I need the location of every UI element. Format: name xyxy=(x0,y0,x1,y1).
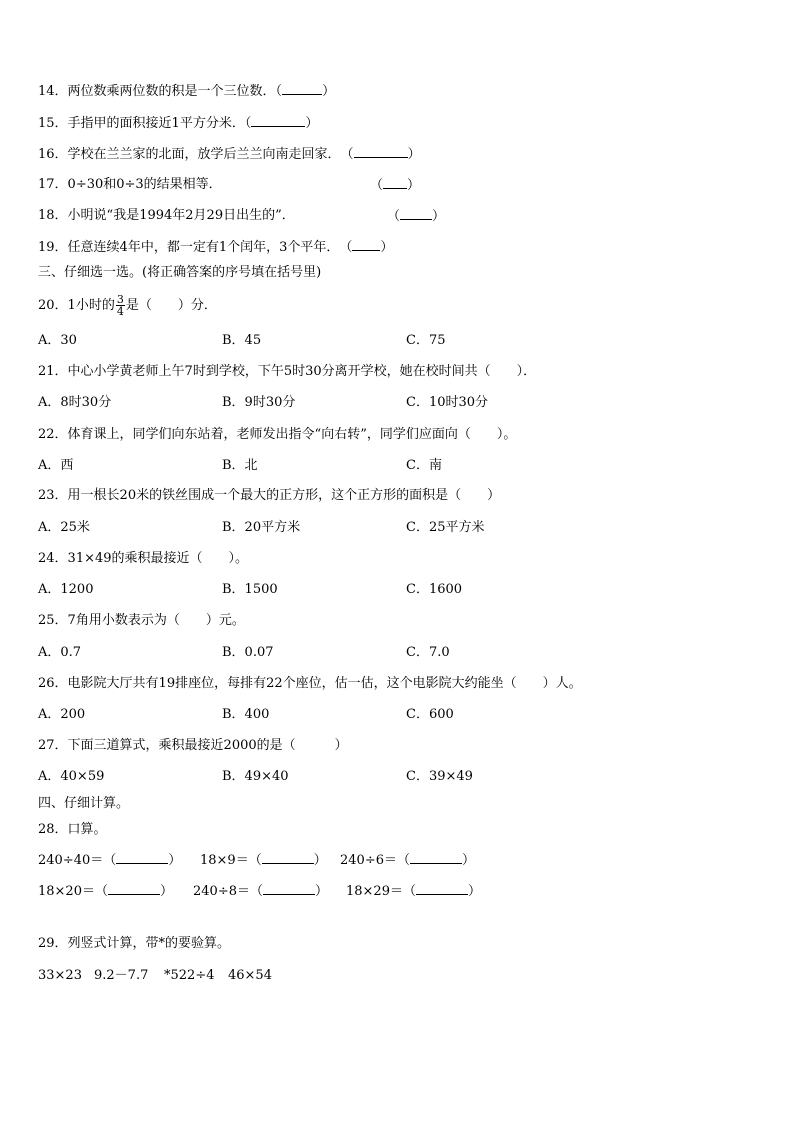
fraction: $\frac{3}{4}$ xyxy=(116,293,124,318)
oral-calc-item: 240÷8＝（ ） xyxy=(193,884,328,899)
question-15: 15．手指甲的面积接近1平方分米．（ ） xyxy=(38,116,319,131)
option-c[interactable]: C．南 xyxy=(406,458,442,473)
question-28: 28．口算。 xyxy=(38,822,107,837)
answer-blank[interactable] xyxy=(108,882,160,895)
option-a[interactable]: A．西 xyxy=(38,458,74,473)
option-c[interactable]: C．600 xyxy=(406,707,454,722)
option-a[interactable]: A．1200 xyxy=(38,582,94,597)
question-19: 19．任意连续4年中，都一定有1个闰年，3个平年． （ ） xyxy=(38,240,394,255)
answer-blank[interactable] xyxy=(383,176,407,189)
section-3-title: 三、仔细选一选。(将正确答案的序号填在括号里) xyxy=(38,265,322,280)
option-a[interactable]: A．25米 xyxy=(38,520,90,535)
question-23: 23．用一根长20米的铁丝围成一个最大的正方形，这个正方形的面积是（ ） xyxy=(38,488,501,503)
section-4-title: 四、仔细计算。 xyxy=(38,796,130,811)
option-c[interactable]: C．10时30分 xyxy=(406,395,489,410)
answer-blank[interactable] xyxy=(400,207,432,220)
answer-blank[interactable] xyxy=(262,851,314,864)
question-22: 22．体育课上，同学们向东站着，老师发出指令“向右转”，同学们应面向（ ）。 xyxy=(38,427,517,442)
option-a[interactable]: A．40×59 xyxy=(38,769,105,784)
answer-blank[interactable] xyxy=(263,882,315,895)
question-14: 14．两位数乘两位数的积是一个三位数．（ ） xyxy=(38,84,336,99)
oral-calc-item: 18×9＝（ ） xyxy=(200,853,327,868)
question-25: 25．7角用小数表示为（ ）元。 xyxy=(38,613,245,628)
question-27: 27．下面三道算式，乘积最接近2000的是（ ） xyxy=(38,738,348,753)
question-18-paren: （ ） xyxy=(387,209,446,224)
question-24: 24．31×49的乘积最接近（ ）。 xyxy=(38,551,249,566)
answer-blank[interactable] xyxy=(416,882,468,895)
option-c[interactable]: C．7.0 xyxy=(406,645,450,660)
option-b[interactable]: B．45 xyxy=(222,333,262,348)
oral-calc-item: 18×20＝（ ） xyxy=(38,884,173,899)
vertical-calc-item: *522÷4 xyxy=(164,968,215,983)
option-a[interactable]: A．0.7 xyxy=(38,645,82,660)
question-17-paren: （ ） xyxy=(370,178,421,193)
oral-calc-item: 18×29＝（ ） xyxy=(346,884,481,899)
option-a[interactable]: A．8时30分 xyxy=(38,395,112,410)
vertical-calc-item: 46×54 xyxy=(228,968,272,983)
option-b[interactable]: B．0.07 xyxy=(222,645,274,660)
answer-blank[interactable] xyxy=(116,851,168,864)
option-c[interactable]: C．75 xyxy=(406,333,446,348)
option-b[interactable]: B．400 xyxy=(222,707,270,722)
answer-blank[interactable] xyxy=(352,238,380,251)
option-b[interactable]: B．北 xyxy=(222,458,258,473)
option-a[interactable]: A．200 xyxy=(38,707,86,722)
option-c[interactable]: C．39×49 xyxy=(406,769,473,784)
vertical-calc-item: 9.2－7.7 xyxy=(94,968,149,983)
question-29: 29．列竖式计算，带*的要验算。 xyxy=(38,936,231,951)
answer-blank[interactable] xyxy=(410,851,462,864)
question-20: 20．1小时的 $\frac{3}{4}$ 是（ ）分． xyxy=(38,293,217,318)
oral-calc-item: 240÷6＝（ ） xyxy=(340,853,475,868)
option-c[interactable]: C．1600 xyxy=(406,582,463,597)
option-b[interactable]: B．1500 xyxy=(222,582,278,597)
question-17: 17．0÷30和0÷3的结果相等． xyxy=(38,177,222,192)
question-16: 16．学校在兰兰家的北面，放学后兰兰向南走回家． （ ） xyxy=(38,147,421,162)
option-a[interactable]: A．30 xyxy=(38,333,77,348)
question-18: 18．小明说“我是1994年2月29日出生的”． xyxy=(38,208,295,223)
option-c[interactable]: C．25平方米 xyxy=(406,520,485,535)
option-b[interactable]: B．20平方米 xyxy=(222,520,301,535)
answer-blank[interactable] xyxy=(282,82,322,95)
question-21: 21．中心小学黄老师上午7时到学校，下午5时30分离开学校，她在校时间共（ ）． xyxy=(38,364,537,379)
question-26: 26．电影院大厅共有19排座位，每排有22个座位，估一估，这个电影院大约能坐（ ）人。 xyxy=(38,676,582,691)
vertical-calc-item: 33×23 xyxy=(38,968,82,983)
option-b[interactable]: B．9时30分 xyxy=(222,395,296,410)
option-b[interactable]: B．49×40 xyxy=(222,769,289,784)
answer-blank[interactable] xyxy=(251,114,305,127)
answer-blank[interactable] xyxy=(354,145,408,158)
oral-calc-item: 240÷40＝（ ） xyxy=(38,853,182,868)
